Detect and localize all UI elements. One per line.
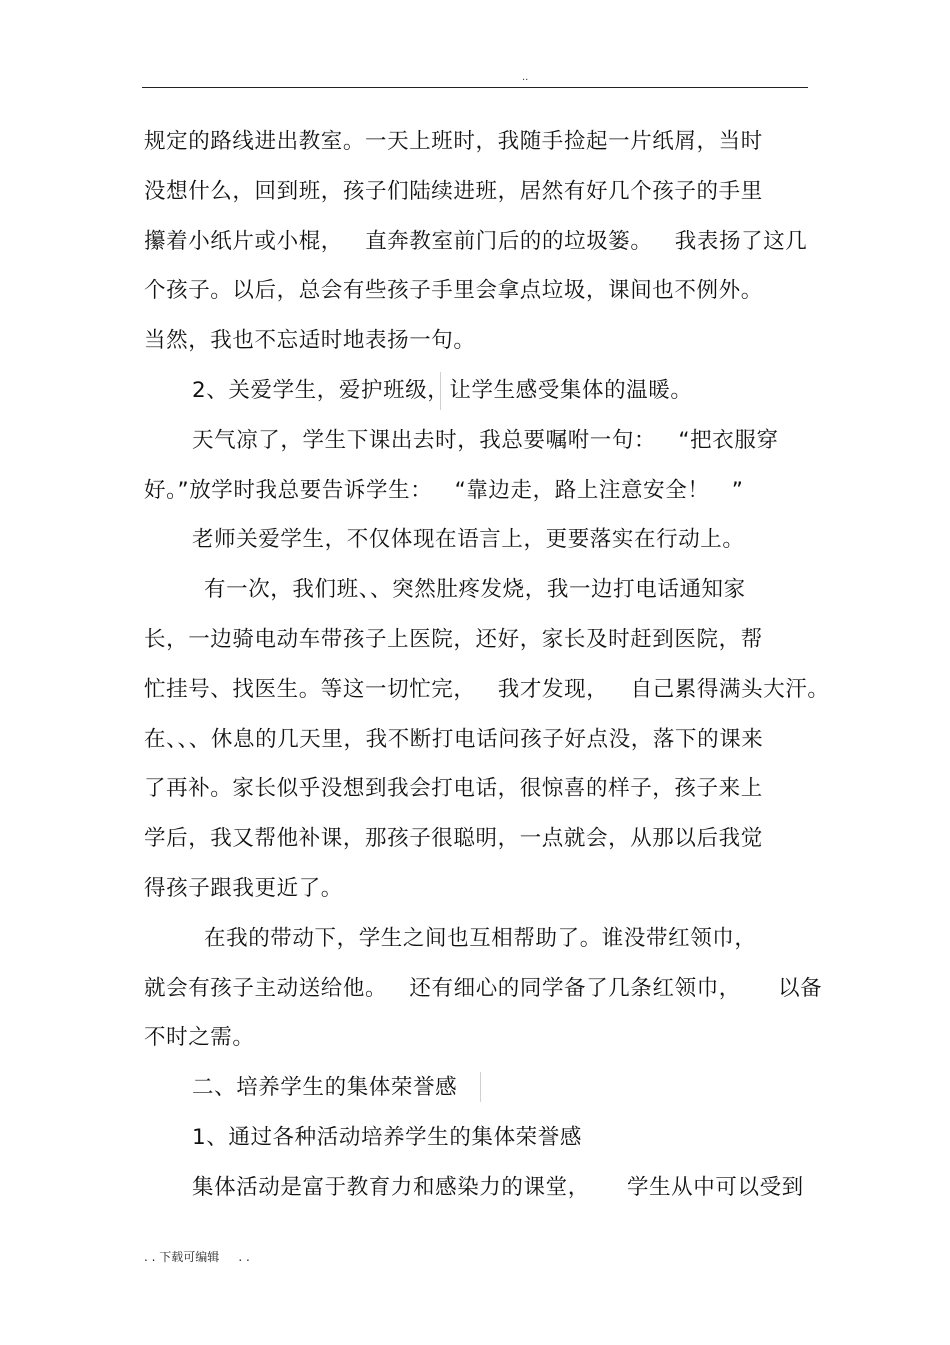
text-line: 学后，我又帮他补课，那孩子很聪明，一点就会，从那以后我觉 (144, 826, 763, 852)
text-line: 攥着小纸片或小棍， 直奔教室前门后的的垃圾篓。 我表扬了这几 (144, 228, 808, 254)
scan-artifact-line (480, 1072, 481, 1102)
text-line: 得孩子跟我更近了。 (144, 875, 343, 901)
text-line: 规定的路线进出教室。一天上班时，我随手捡起一片纸屑，当时 (144, 129, 763, 154)
section-heading: 1、通过各种活动培养学生的集体荣誉感 (192, 1124, 582, 1150)
text-line: 老师关爱学生，不仅体现在语言上，更要落实在行动上。 (192, 527, 745, 553)
scan-artifact-line (440, 372, 441, 410)
text-line: 长，一边骑电动车带孩子上医院，还好，家长及时赶到医院，帮 (144, 626, 763, 652)
section-heading: 2、关爱学生，爱护班级，让学生感受集体的温暖。 (192, 377, 693, 403)
header-rule (142, 87, 808, 88)
header-mark: .. (522, 72, 529, 83)
footer-note: . . 下载可编辑 . . (144, 1250, 250, 1264)
document-body (144, 117, 830, 1213)
text-line: 不时之需。 (144, 1025, 255, 1051)
text-line: 天气凉了，学生下课出去时，我总要嘱咐一句： “把衣服穿 (192, 427, 779, 453)
text-line: 好。”放学时我总要告诉学生： “靠边走，路上注意安全！ ” (144, 477, 744, 503)
text-line: 个孩子。以后，总会有些孩子手里会拿点垃圾，课间也不例外。 (144, 278, 763, 304)
text-line: 忙挂号、找医生。等这一切忙完， 我才发现， 自己累得满头大汗。 (144, 676, 830, 702)
text-line: 在我的带动下，学生之间也互相帮助了。谁没带红领巾， (204, 925, 757, 951)
section-heading: 二、培养学生的集体荣誉感 (192, 1075, 458, 1101)
text-line: 有一次，我们班、、突然肚疼发烧，我一边打电话通知家 (204, 577, 746, 603)
text-line: 了再补。家长似乎没想到我会打电话，很惊喜的样子，孩子来上 (144, 776, 763, 802)
text-line: 就会有孩子主动送给他。 还有细心的同学备了几条红领巾， 以备 (144, 975, 823, 1001)
text-line: 当然，我也不忘适时地表扬一句。 (144, 328, 476, 354)
text-line: 在、、、休息的几天里，我不断打电话问孩子好点没，落下的课来 (144, 726, 764, 752)
text-line: 集体活动是富于教育力和感染力的课堂， 学生从中可以受到 (192, 1174, 804, 1200)
text-line: 没想什么，回到班，孩子们陆续进班，居然有好几个孩子的手里 (144, 178, 763, 204)
